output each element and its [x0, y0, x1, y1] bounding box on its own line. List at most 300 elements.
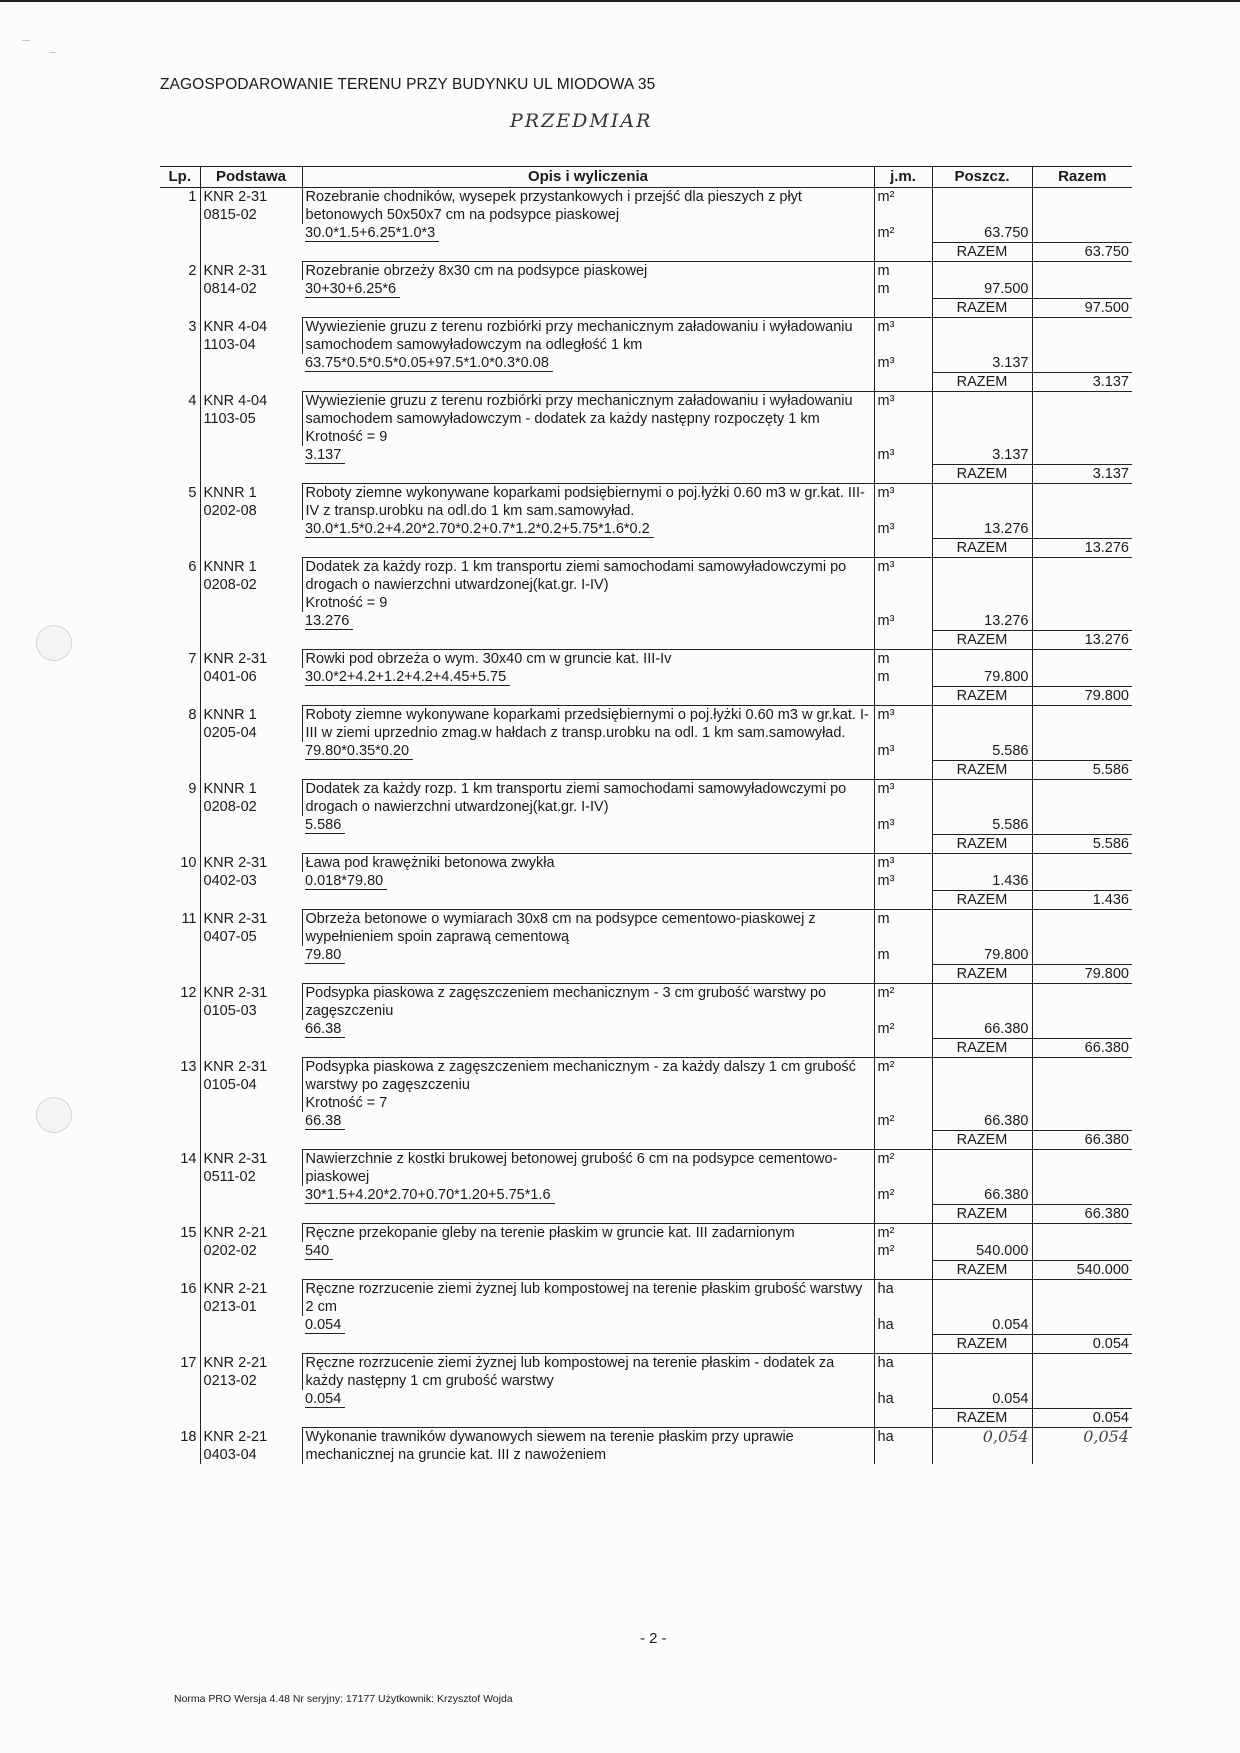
row-quantity: 0.054: [932, 1390, 1032, 1409]
table-row: [160, 910, 1132, 947]
row-total: 63.750: [1032, 243, 1132, 262]
sum-desc-blank: [302, 1409, 874, 1428]
row-unit: m³: [874, 392, 932, 447]
row-total-blank: [1032, 1224, 1132, 1243]
row-unit: m²: [874, 1224, 932, 1243]
row-number: 1: [188, 189, 197, 205]
sum-desc-blank: [302, 539, 874, 558]
basis-code: KNR 2-31: [203, 650, 268, 667]
row-quantity: 79.800: [932, 946, 1032, 965]
row-total-blank: [1032, 484, 1132, 521]
calculation-text: 0.054: [305, 1391, 345, 1408]
header-unit: j.m.: [874, 167, 932, 188]
table-row-sum: [160, 835, 1132, 854]
row-description: Wykonanie trawników dywanowych siewem na terenie płaskim przy uprawie mechanicznej na gruncie kat. III z nawożeniem: [302, 1428, 874, 1465]
row-unit: ha: [874, 1428, 932, 1465]
row-basis: [200, 1428, 302, 1465]
row-description: [302, 650, 874, 669]
calculation-text: 13.276: [305, 613, 353, 630]
table-row-calc: [160, 612, 1132, 631]
sum-label: RAZEM: [932, 687, 1032, 706]
row-calculation: [302, 668, 874, 687]
calculation-text: 30.0*1.5+6.25*1.0*3: [305, 225, 439, 242]
page-number: - 2 -: [640, 1630, 667, 1647]
page-title: ZAGOSPODAROWANIE TERENU PRZY BUDYNKU UL MIODOWA 35: [160, 76, 656, 93]
row-total: 1.436: [1032, 891, 1132, 910]
row-total-blank: [1032, 1058, 1132, 1113]
sum-desc-blank: [302, 243, 874, 262]
sum-desc-blank: [302, 687, 874, 706]
row-total-blank: [1032, 650, 1132, 669]
row-number: 18: [180, 1428, 197, 1445]
table-row-calc: [160, 1020, 1132, 1039]
table-row-sum: [160, 373, 1132, 392]
row-total-blank: [1032, 224, 1132, 243]
basis-number: 0202-02: [203, 1242, 257, 1259]
row-total-blank: [1032, 1242, 1132, 1261]
sum-label: RAZEM: [932, 539, 1032, 558]
row-basis: [200, 1058, 302, 1150]
row-quantity: 5.586: [932, 816, 1032, 835]
table-row-sum: [160, 299, 1132, 318]
row-quantity: 1.436: [932, 872, 1032, 891]
row-calc-unit: m³: [874, 742, 932, 761]
basis-code: KNNR 1: [203, 484, 257, 501]
row-calculation: [302, 946, 874, 965]
description-text: Wywiezienie gruzu z terenu rozbiórki przy mechanicznym załadowaniu i wyładowaniu samochodem samowyładowczym - dodatek za każdy następny rozpoczęty 1 km: [305, 393, 853, 427]
table-row-calc: [160, 946, 1132, 965]
row-quantity: 0.054: [932, 1316, 1032, 1335]
basis-number: 0213-01: [203, 1298, 257, 1315]
row-description: [302, 558, 874, 613]
row-quantity: 97.500: [932, 280, 1032, 299]
sum-label: RAZEM: [932, 1039, 1032, 1058]
table-row-sum: [160, 1261, 1132, 1280]
calculation-text: 30.0*1.5*0.2+4.20*2.70*0.2+0.7*1.2*0.2+5.75*1.6*0.2: [305, 521, 654, 538]
sum-unit-blank: [874, 761, 932, 780]
row-calc-unit: m³: [874, 446, 932, 465]
sum-desc-blank: [302, 761, 874, 780]
table-row-sum: [160, 1335, 1132, 1354]
row-total-blank: [1032, 910, 1132, 947]
basis-code: KNR 2-31: [203, 189, 268, 205]
row-unit: m³: [874, 706, 932, 743]
table-row-last: [160, 1428, 1132, 1465]
row-quantity: 63.750: [932, 224, 1032, 243]
row-quantity: 3.137: [932, 354, 1032, 373]
row-unit: m²: [874, 984, 932, 1021]
table-row-sum: [160, 539, 1132, 558]
row-calc-unit: m: [874, 280, 932, 299]
row-description: [302, 188, 874, 225]
row-number: 4: [188, 392, 197, 409]
row-number: 3: [188, 318, 197, 335]
table-row-sum: [160, 891, 1132, 910]
basis-number: 0208-02: [203, 798, 257, 815]
table-row: [160, 650, 1132, 669]
table-row-sum: [160, 1205, 1132, 1224]
row-basis: [200, 1150, 302, 1224]
multiplier-text: Krotność = 9: [305, 429, 388, 445]
calculation-text: 79.80*0.35*0.20: [305, 743, 413, 760]
row-quantity: 13.276: [932, 520, 1032, 539]
row-total-blank: [1032, 520, 1132, 539]
basis-code: KNNR 1: [203, 706, 257, 723]
sum-label: RAZEM: [932, 299, 1032, 318]
row-total: 66.380: [1032, 1205, 1132, 1224]
row-calc-unit: m³: [874, 612, 932, 631]
row-total-blank: [1032, 1280, 1132, 1317]
table-row-sum: [160, 1039, 1132, 1058]
multiplier-text: Krotność = 7: [305, 1095, 388, 1111]
table-row: [160, 318, 1132, 355]
row-number: 9: [188, 780, 197, 797]
row-total-blank: [1032, 780, 1132, 817]
row-quantity: 66.380: [932, 1020, 1032, 1039]
row-description: [302, 706, 874, 743]
sum-desc-blank: [302, 299, 874, 318]
row-unit: m²: [874, 188, 932, 225]
basis-number: 0511-02: [203, 1168, 256, 1185]
calculation-text: 63.75*0.5*0.5*0.05+97.5*1.0*0.3*0.08: [305, 355, 553, 372]
header-total: Razem: [1032, 167, 1132, 188]
sum-desc-blank: [302, 835, 874, 854]
row-number: 14: [180, 1150, 197, 1167]
basis-number: 0213-02: [203, 1372, 257, 1389]
sum-label: RAZEM: [932, 761, 1032, 780]
basis-number: 0105-03: [203, 1002, 257, 1019]
row-description: [302, 1058, 874, 1113]
row-description: [302, 910, 874, 947]
description-text: Roboty ziemne wykonywane koparkami przedsiębiernymi o poj.łyżki 0.60 m3 w gr.kat. I-III w ziemi uprzednio zmag.w hałdach z transp.urobku na odl. 1 km sam.samowyład.: [305, 707, 869, 741]
table-row-sum: [160, 631, 1132, 650]
table-row: [160, 484, 1132, 521]
description-text: Nawierzchnie z kostki brukowej betonowej grubość 6 cm na podsypce cementowo-piaskowej: [305, 1151, 838, 1185]
row-quantity: 5.586: [932, 742, 1032, 761]
row-quantity-blank: [932, 706, 1032, 743]
row-basis: [200, 650, 302, 706]
sum-unit-blank: [874, 1039, 932, 1058]
row-total-blank: [1032, 262, 1132, 281]
calculation-text: 5.586: [305, 817, 345, 834]
row-calculation: [302, 1020, 874, 1039]
row-unit: m³: [874, 484, 932, 521]
basis-number: 0403-04: [203, 1446, 257, 1463]
basis-code: KNR 2-21: [203, 1354, 268, 1371]
table-row-calc: [160, 1186, 1132, 1205]
sum-label: RAZEM: [932, 631, 1032, 650]
row-calc-unit: m³: [874, 354, 932, 373]
sum-label: RAZEM: [932, 1261, 1032, 1280]
calculation-text: 3.137: [305, 447, 345, 464]
table-row-sum: [160, 243, 1132, 262]
basis-code: KNNR 1: [203, 780, 257, 797]
basis-code: KNR 2-31: [203, 910, 268, 927]
row-quantity: 540.000: [932, 1242, 1032, 1261]
row-calculation: [302, 354, 874, 373]
row-quantity-blank: [932, 1058, 1032, 1113]
row-unit: ha: [874, 1354, 932, 1391]
row-number: 12: [180, 984, 197, 1001]
basis-number: 0205-04: [203, 724, 257, 741]
row-total-blank: [1032, 872, 1132, 891]
table-row-sum: [160, 1409, 1132, 1428]
row-number: 10: [180, 854, 197, 871]
row-number: 15: [180, 1224, 197, 1241]
sum-desc-blank: [302, 1205, 874, 1224]
handwritten-quantity: 0,054: [932, 1428, 1032, 1465]
row-basis: [200, 262, 302, 318]
basis-number: 1103-04: [203, 336, 256, 353]
punch-hole: [36, 1097, 72, 1133]
sum-unit-blank: [874, 299, 932, 318]
row-description: [302, 1354, 874, 1391]
row-unit: m: [874, 910, 932, 947]
row-calculation: [302, 1186, 874, 1205]
sum-desc-blank: [302, 373, 874, 392]
sum-unit-blank: [874, 1131, 932, 1150]
calculation-text: 30*1.5+4.20*2.70+0.70*1.20+5.75*1.6: [305, 1187, 555, 1204]
row-number: 11: [181, 910, 197, 927]
row-basis: [200, 854, 302, 910]
estimate-body: [160, 188, 1132, 1465]
row-calculation: [302, 1316, 874, 1335]
row-quantity: 3.137: [932, 446, 1032, 465]
sum-label: RAZEM: [932, 1131, 1032, 1150]
row-basis: [200, 318, 302, 392]
description-text: Rowki pod obrzeża o wym. 30x40 cm w gruncie kat. III-Iv: [305, 651, 672, 667]
table-row-calc: [160, 280, 1132, 299]
row-quantity: 66.380: [932, 1112, 1032, 1131]
row-total: 66.380: [1032, 1039, 1132, 1058]
table-row-sum: [160, 687, 1132, 706]
table-row: [160, 1150, 1132, 1187]
row-number: 13: [180, 1058, 197, 1075]
calculation-text: 0.018*79.80: [305, 873, 387, 890]
row-total: 3.137: [1032, 373, 1132, 392]
table-row: [160, 1354, 1132, 1391]
basis-number: 0202-08: [203, 502, 257, 519]
sum-desc-blank: [302, 465, 874, 484]
row-calculation: [302, 520, 874, 539]
row-description: [302, 392, 874, 447]
row-number: 16: [180, 1280, 197, 1297]
table-row: [160, 780, 1132, 817]
row-total-blank: [1032, 1186, 1132, 1205]
row-basis: [200, 984, 302, 1058]
description-text: Podsypka piaskowa z zagęszczeniem mechanicznym - 3 cm grubość warstwy po zagęszczeniu: [305, 985, 827, 1019]
table-row-sum: [160, 465, 1132, 484]
row-unit: m³: [874, 318, 932, 355]
row-total-blank: [1032, 984, 1132, 1021]
table-row-calc: [160, 1390, 1132, 1409]
description-text: Ręczne rozrzucenie ziemi żyznej lub kompostowej na terenie płaskim grubość warstwy 2 cm: [305, 1281, 863, 1315]
table-row-calc: [160, 1112, 1132, 1131]
row-total-blank: [1032, 612, 1132, 631]
calculation-text: 30.0*2+4.2+1.2+4.2+4.45+5.75: [305, 669, 510, 686]
sum-label: RAZEM: [932, 1205, 1032, 1224]
basis-number: 0815-02: [203, 207, 257, 223]
row-calc-unit: m³: [874, 520, 932, 539]
row-quantity-blank: [932, 392, 1032, 447]
table-row-calc: [160, 816, 1132, 835]
basis-number: 0105-04: [203, 1076, 257, 1093]
row-calc-unit: ha: [874, 1390, 932, 1409]
header-lp: Lp.: [160, 167, 200, 188]
table-row: [160, 1280, 1132, 1317]
table-row: [160, 1058, 1132, 1113]
row-quantity-blank: [932, 318, 1032, 355]
table-row: [160, 854, 1132, 873]
sum-unit-blank: [874, 1205, 932, 1224]
row-calculation: [302, 446, 874, 465]
row-basis: [200, 484, 302, 558]
row-basis: [200, 1280, 302, 1354]
row-calc-unit: m: [874, 946, 932, 965]
row-unit: m³: [874, 558, 932, 613]
row-quantity-blank: [932, 262, 1032, 281]
description-text: Podsypka piaskowa z zagęszczeniem mechanicznym - za każdy dalszy 1 cm grubość warstwy po zagęszczeniu: [305, 1059, 856, 1093]
header-description: Opis i wyliczenia: [302, 167, 874, 188]
row-number: 17: [180, 1354, 197, 1371]
table-row-calc: [160, 1242, 1132, 1261]
table-row-calc: [160, 224, 1132, 243]
row-quantity-blank: [932, 1224, 1032, 1243]
sum-unit-blank: [874, 891, 932, 910]
row-quantity-blank: [932, 484, 1032, 521]
handwritten-total: 0,054: [1032, 1428, 1132, 1465]
sum-label: RAZEM: [932, 465, 1032, 484]
row-total: 97.500: [1032, 299, 1132, 318]
row-total: 79.800: [1032, 687, 1132, 706]
table-header-row: [160, 167, 1132, 188]
table-row-calc: [160, 446, 1132, 465]
sum-unit-blank: [874, 1335, 932, 1354]
basis-code: KNR 2-21: [203, 1280, 268, 1297]
row-description: [302, 780, 874, 817]
row-calc-unit: m: [874, 668, 932, 687]
description-text: Ręczne rozrzucenie ziemi żyznej lub kompostowej na terenie płaskim - dodatek za każdy następny 1 cm grubość warstwy: [305, 1355, 835, 1389]
row-total-blank: [1032, 1316, 1132, 1335]
row-basis: [200, 780, 302, 854]
scan-mark: [22, 40, 30, 41]
basis-code: KNNR 1: [203, 558, 257, 575]
row-total: 13.276: [1032, 631, 1132, 650]
sum-label: RAZEM: [932, 891, 1032, 910]
calculation-text: 66.38: [305, 1021, 345, 1038]
row-total-blank: [1032, 392, 1132, 447]
row-calculation: [302, 1242, 874, 1261]
row-total: 5.586: [1032, 761, 1132, 780]
row-description: [302, 318, 874, 355]
description-text: Rozebranie obrzeży 8x30 cm na podsypce piaskowej: [305, 263, 648, 279]
sum-label: RAZEM: [932, 965, 1032, 984]
row-total: 0.054: [1032, 1335, 1132, 1354]
row-total-blank: [1032, 188, 1132, 225]
row-unit: m: [874, 650, 932, 669]
row-unit: m²: [874, 1058, 932, 1113]
row-total-blank: [1032, 742, 1132, 761]
basis-code: KNR 4-04: [203, 392, 268, 409]
row-total-blank: [1032, 1354, 1132, 1391]
table-row-sum: [160, 1131, 1132, 1150]
sum-unit-blank: [874, 1261, 932, 1280]
row-total: 66.380: [1032, 1131, 1132, 1150]
table-row-calc: [160, 1316, 1132, 1335]
row-unit: m³: [874, 780, 932, 817]
row-total-blank: [1032, 854, 1132, 873]
table-row-calc: [160, 668, 1132, 687]
row-total: 540.000: [1032, 1261, 1132, 1280]
table-row-sum: [160, 761, 1132, 780]
sum-label: RAZEM: [932, 1335, 1032, 1354]
row-calc-unit: m²: [874, 1020, 932, 1039]
row-calculation: [302, 742, 874, 761]
row-description: [302, 854, 874, 873]
row-calc-unit: m²: [874, 1186, 932, 1205]
basis-number: 0208-02: [203, 576, 257, 593]
table-row: [160, 706, 1132, 743]
row-calculation: [302, 816, 874, 835]
row-quantity: 13.276: [932, 612, 1032, 631]
table-row-sum: [160, 965, 1132, 984]
handwritten-note: PRZEDMIAR: [510, 110, 653, 132]
row-basis: [200, 1354, 302, 1428]
row-quantity-blank: [932, 854, 1032, 873]
row-calculation: [302, 1112, 874, 1131]
row-quantity: 79.800: [932, 668, 1032, 687]
sum-desc-blank: [302, 1261, 874, 1280]
row-number: 5: [188, 484, 197, 501]
basis-number: 0814-02: [203, 280, 257, 297]
row-basis: [200, 188, 302, 262]
basis-code: KNR 2-31: [203, 854, 268, 871]
sum-desc-blank: [302, 631, 874, 650]
row-total: 13.276: [1032, 539, 1132, 558]
row-calculation: [302, 280, 874, 299]
header-basis: Podstawa: [200, 167, 302, 188]
row-number: 2: [188, 262, 197, 279]
table-row: [160, 1224, 1132, 1243]
basis-number: 0402-03: [203, 872, 257, 889]
row-total-blank: [1032, 1020, 1132, 1039]
estimate-table: [160, 166, 1132, 1464]
row-total-blank: [1032, 1112, 1132, 1131]
basis-code: KNR 2-21: [203, 1428, 268, 1445]
row-description: [302, 1150, 874, 1187]
row-calc-unit: m³: [874, 872, 932, 891]
table-row: [160, 558, 1132, 613]
row-calc-unit: m²: [874, 1112, 932, 1131]
row-description: [302, 484, 874, 521]
row-calculation: [302, 872, 874, 891]
row-quantity-blank: [932, 1280, 1032, 1317]
sum-unit-blank: [874, 965, 932, 984]
row-total-blank: [1032, 318, 1132, 355]
row-calculation: [302, 224, 874, 243]
row-total-blank: [1032, 816, 1132, 835]
basis-code: KNR 2-31: [203, 984, 268, 1001]
row-basis: [200, 1224, 302, 1280]
scan-mark: [50, 52, 56, 53]
sum-desc-blank: [302, 1039, 874, 1058]
punch-hole: [36, 625, 72, 661]
sum-desc-blank: [302, 965, 874, 984]
row-total: 5.586: [1032, 835, 1132, 854]
sum-unit-blank: [874, 539, 932, 558]
table-row: [160, 262, 1132, 281]
sum-unit-blank: [874, 243, 932, 262]
